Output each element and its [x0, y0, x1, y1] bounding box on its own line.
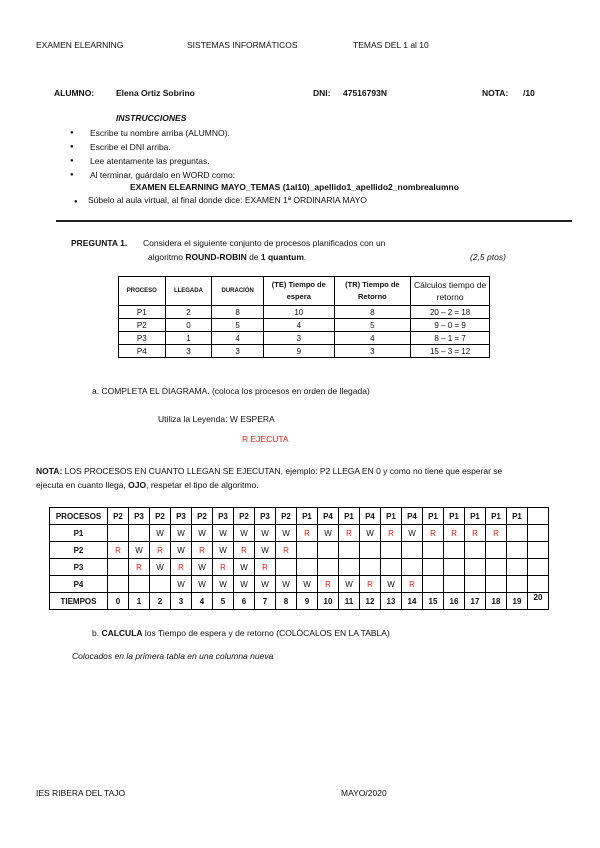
diagram-cell — [276, 559, 297, 576]
diagram-process-label: P2 — [50, 542, 108, 559]
diagram-cell: W — [171, 576, 192, 593]
diagram-cell — [444, 576, 465, 593]
diagram-cell: W — [318, 525, 339, 542]
time-cell: 11 — [339, 593, 360, 610]
time-cell: 18 — [486, 593, 507, 610]
diagram-cell — [297, 559, 318, 576]
diagram-order-cell: P2 — [108, 508, 129, 525]
diagram-order-cell: P1 — [507, 508, 528, 525]
diagram-cell — [444, 559, 465, 576]
diagram-times-label: TIEMPOS — [50, 593, 108, 610]
cell: 3 — [212, 345, 264, 358]
instruction-item: ● Al terminar, guárdalo en WORD como: — [70, 168, 235, 182]
time-cell: 4 — [192, 593, 213, 610]
diagram-order-cell: P3 — [171, 508, 192, 525]
diagram-order-cell: P4 — [318, 508, 339, 525]
cell: 4 — [334, 332, 411, 345]
diagram-cell — [381, 542, 402, 559]
cell: P2 — [119, 319, 166, 332]
diagram-cell — [444, 542, 465, 559]
diagram-cell: W — [234, 559, 255, 576]
diagram-cell: R — [276, 542, 297, 559]
time-cell: 3 — [171, 593, 192, 610]
header-left: EXAMEN ELEARNING — [36, 40, 124, 50]
diagram-empty-cell — [528, 508, 549, 525]
time-cell: 19 — [507, 593, 528, 610]
diagram-cell: W — [171, 525, 192, 542]
question-points: (2,5 ptos) — [470, 252, 506, 262]
diagram-order-cell: P3 — [213, 508, 234, 525]
diagram-cell: R — [381, 525, 402, 542]
diagram-empty-cell — [528, 559, 549, 576]
diagram-cell — [129, 525, 150, 542]
divider — [56, 220, 572, 222]
cell: 2 — [165, 306, 212, 319]
diagram-cell — [402, 542, 423, 559]
header-cell: (TR) Tiempo de Retorno — [334, 277, 411, 306]
process-table — [118, 276, 490, 358]
diagram-cell: W — [381, 576, 402, 593]
dni-label: DNI: — [313, 88, 331, 98]
diagram-cell — [507, 559, 528, 576]
diagram-process-row — [50, 542, 549, 559]
diagram-header-row — [50, 508, 549, 525]
diagram-cell: R — [192, 542, 213, 559]
diagram-cell — [507, 542, 528, 559]
question-text-1: Considera el siguiente conjunto de procesos planificados con un — [143, 238, 386, 248]
cell: 0 — [165, 319, 212, 332]
diagram-cell — [108, 576, 129, 593]
time-cell: 7 — [255, 593, 276, 610]
diagram-cell: W — [213, 576, 234, 593]
diagram-cell: R — [297, 525, 318, 542]
part-b-answer: Colocados en la primera tabla en una columna nueva — [72, 651, 274, 661]
instruction-item: ● Escribe tu nombre arriba (ALUMNO). — [70, 126, 235, 140]
diagram-cell — [339, 559, 360, 576]
diagram-cell: W — [402, 525, 423, 542]
diagram-order-cell: P2 — [150, 508, 171, 525]
table-row — [119, 332, 490, 345]
diagram-cell: R — [423, 525, 444, 542]
diagram-cell — [402, 559, 423, 576]
diagram-order-cell: P1 — [423, 508, 444, 525]
diagram-order-cell: P3 — [255, 508, 276, 525]
header-cell: (TE) Tiempo de espera — [264, 277, 334, 306]
diagram-cell: W — [213, 542, 234, 559]
cell: 3 — [165, 345, 212, 358]
diagram-cell: W — [276, 525, 297, 542]
instructions-title: INSTRUCCIONES — [116, 113, 187, 123]
part-b-text: b. CALCULA los Tiempo de espera y de retorno (COLÓCALOS EN LA TABLA) — [92, 628, 390, 638]
cell: 8 — [334, 306, 411, 319]
header-cell: PROCESO — [119, 277, 166, 306]
diagram-order-cell: P2 — [192, 508, 213, 525]
diagram-cell: R — [255, 559, 276, 576]
question-text-2: algoritmo ROUND-ROBIN de 1 quantum. — [148, 252, 307, 262]
diagram-cell: R — [234, 542, 255, 559]
alumno-label: ALUMNO: — [54, 88, 95, 98]
diagram-empty-cell — [528, 525, 549, 542]
dni-value: 47516793N — [343, 88, 387, 98]
diagram-cell — [465, 576, 486, 593]
diagram-header-label: PROCESOS — [50, 508, 108, 525]
diagram-cell — [423, 576, 444, 593]
diagram-cell: R — [486, 525, 507, 542]
gantt-diagram — [49, 507, 549, 610]
diagram-order-cell: P1 — [444, 508, 465, 525]
diagram-order-cell: P1 — [339, 508, 360, 525]
diagram-cell: R — [444, 525, 465, 542]
cell: 5 — [334, 319, 411, 332]
diagram-cell — [360, 559, 381, 576]
diagram-cell — [129, 576, 150, 593]
time-cell: 16 — [444, 593, 465, 610]
cell: 4 — [212, 332, 264, 345]
time-cell: 5 — [213, 593, 234, 610]
legend-wait: Utiliza la Leyenda: W ESPERA — [158, 414, 275, 424]
diagram-order-cell: P4 — [402, 508, 423, 525]
diagram-process-label: P4 — [50, 576, 108, 593]
diagram-cell: R — [213, 559, 234, 576]
cell: 8 – 1 = 7 — [411, 332, 490, 345]
diagram-cell — [381, 559, 402, 576]
nota-label: NOTA: — [482, 88, 509, 98]
diagram-process-row — [50, 576, 549, 593]
alumno-value: Elena Ortiz Sobrino — [116, 88, 195, 98]
question-label: PREGUNTA 1. — [71, 238, 128, 248]
instruction-item: ● Escribe el DNI arriba. — [70, 140, 235, 154]
time-cell: 6 — [234, 593, 255, 610]
diagram-cell: R — [318, 576, 339, 593]
cell: 5 — [212, 319, 264, 332]
diagram-order-cell: P2 — [276, 508, 297, 525]
upload-text: Súbelo al aula virtual, al final donde dice: EXAMEN 1ª ORDINARIA MAYO — [88, 195, 367, 205]
nota-line-1: NOTA: LOS PROCESOS EN CUANTO LLEGAN SE EJECUTAN, ejemplo: P2 LLEGA EN 0 y como no tiene que esperar se — [36, 466, 503, 476]
diagram-process-row — [50, 559, 549, 576]
cell: P3 — [119, 332, 166, 345]
diagram-cell — [318, 559, 339, 576]
diagram-order-cell: P1 — [381, 508, 402, 525]
cell: 8 — [212, 306, 264, 319]
diagram-cell: W — [339, 576, 360, 593]
diagram-order-cell: P1 — [486, 508, 507, 525]
footer-left: IES RIBERA DEL TAJO — [36, 788, 126, 798]
diagram-cell: W — [150, 525, 171, 542]
diagram-cell: W — [255, 576, 276, 593]
diagram-cell — [507, 576, 528, 593]
header-cell: Cálculos tiempo de retorno — [411, 277, 490, 306]
time-cell: 1 — [129, 593, 150, 610]
diagram-process-row — [50, 525, 549, 542]
time-cell: 14 — [402, 593, 423, 610]
diagram-cell: R — [360, 576, 381, 593]
diagram-cell: W — [255, 542, 276, 559]
diagram-order-cell: P1 — [297, 508, 318, 525]
diagram-cell: W — [276, 576, 297, 593]
header-center: SISTEMAS INFORMÁTICOS — [187, 40, 298, 50]
diagram-cell: R — [402, 576, 423, 593]
time-cell: 17 — [465, 593, 486, 610]
diagram-times-row — [50, 593, 549, 610]
diagram-cell: W — [150, 559, 171, 576]
cell: 3 — [334, 345, 411, 358]
time-cell: 8 — [276, 593, 297, 610]
diagram-cell: W — [234, 576, 255, 593]
upload-instruction — [74, 195, 367, 205]
diagram-cell — [360, 542, 381, 559]
diagram-cell: R — [465, 525, 486, 542]
time-cell: 10 — [318, 593, 339, 610]
diagram-cell — [339, 542, 360, 559]
part-a-text: a. COMPLETA EL DIAGRAMA. (coloca los procesos en orden de llegada) — [92, 386, 370, 396]
time-cell: 0 — [108, 593, 129, 610]
diagram-cell — [318, 542, 339, 559]
diagram-process-label: P1 — [50, 525, 108, 542]
diagram-cell: W — [171, 542, 192, 559]
diagram-cell: W — [192, 525, 213, 542]
header-cell: DURACIÓN — [212, 277, 264, 306]
table-row — [119, 319, 490, 332]
diagram-order-cell: P1 — [465, 508, 486, 525]
header-right: TEMAS DEL 1 al 10 — [353, 40, 429, 50]
time-cell: 12 — [360, 593, 381, 610]
diagram-cell — [423, 542, 444, 559]
time-cell: 2 — [150, 593, 171, 610]
cell: 9 — [264, 345, 334, 358]
diagram-cell — [108, 525, 129, 542]
diagram-cell: W — [213, 525, 234, 542]
cell: 1 — [165, 332, 212, 345]
diagram-empty-cell — [528, 576, 549, 593]
diagram-order-cell: P4 — [360, 508, 381, 525]
cell: 3 — [264, 332, 334, 345]
table-row — [119, 345, 490, 358]
diagram-cell: R — [339, 525, 360, 542]
diagram-cell: W — [297, 576, 318, 593]
diagram-empty-cell — [528, 542, 549, 559]
legend-run: R EJECUTA — [242, 434, 289, 444]
diagram-order-cell: P3 — [129, 508, 150, 525]
diagram-cell — [486, 559, 507, 576]
cell: P1 — [119, 306, 166, 319]
diagram-cell: R — [129, 559, 150, 576]
instruction-item: ● Lee atentamente las preguntas. — [70, 154, 235, 168]
time-cell: 20 — [528, 593, 549, 610]
diagram-cell: W — [192, 576, 213, 593]
diagram-cell — [507, 525, 528, 542]
footer-right: MAYO/2020 — [341, 788, 387, 798]
cell: 20 – 2 = 18 — [411, 306, 490, 319]
diagram-cell: W — [360, 525, 381, 542]
diagram-cell — [150, 576, 171, 593]
table-row — [119, 306, 490, 319]
nota-value: /10 — [523, 88, 535, 98]
diagram-cell: R — [108, 542, 129, 559]
cell: 15 – 3 = 12 — [411, 345, 490, 358]
filename-format: EXAMEN ELEARNING MAYO_TEMAS (1al10)_apellido1_apellido2_nombrealumno — [130, 182, 459, 192]
cell: 4 — [264, 319, 334, 332]
header-cell: LLEGADA — [165, 277, 212, 306]
cell: 9 – 0 = 9 — [411, 319, 490, 332]
time-cell: 15 — [423, 593, 444, 610]
diagram-cell: W — [192, 559, 213, 576]
diagram-cell — [486, 576, 507, 593]
diagram-cell — [465, 542, 486, 559]
cell: 10 — [264, 306, 334, 319]
diagram-cell — [486, 542, 507, 559]
diagram-cell — [423, 559, 444, 576]
diagram-process-label: P3 — [50, 559, 108, 576]
diagram-cell: R — [150, 542, 171, 559]
diagram-cell — [465, 559, 486, 576]
diagram-cell — [297, 542, 318, 559]
diagram-cell — [108, 559, 129, 576]
nota-line-2: ejecuta en cuanto llega, OJO, respetar el tipo de algoritmo. — [36, 480, 259, 490]
cell: P4 — [119, 345, 166, 358]
diagram-cell: W — [234, 525, 255, 542]
bullet-icon: ● — [74, 199, 78, 205]
diagram-order-cell: P2 — [234, 508, 255, 525]
instructions-list — [70, 126, 235, 182]
time-cell: 9 — [297, 593, 318, 610]
diagram-cell: R — [171, 559, 192, 576]
diagram-cell: W — [255, 525, 276, 542]
time-cell: 13 — [381, 593, 402, 610]
diagram-cell: W — [129, 542, 150, 559]
